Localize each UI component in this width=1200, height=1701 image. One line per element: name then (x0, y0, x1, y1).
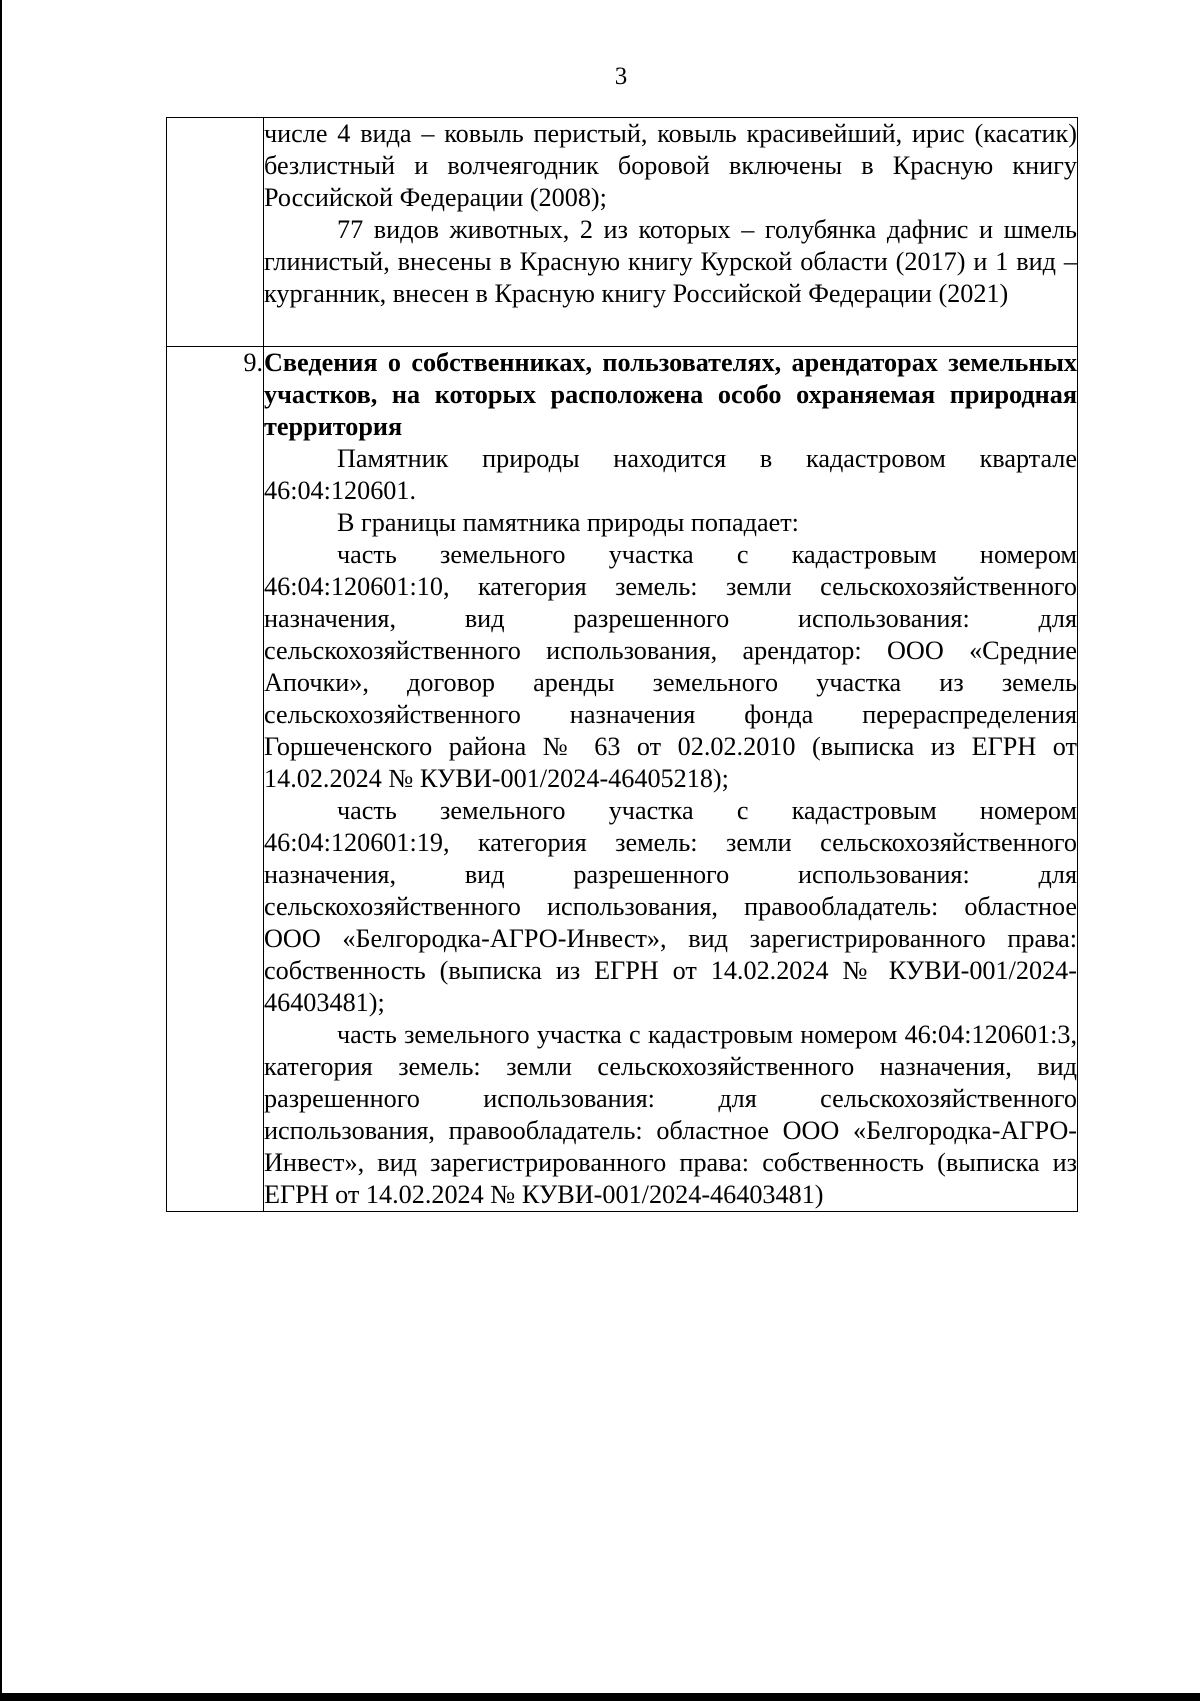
page-number: 3 (614, 63, 628, 90)
paragraph: часть земельного участка с кадастровым номером 46:04:120601:19, категория земель: земли сельскохозяйственного назначения, вид разрешенного использования: для сельскохозяйственного использования, правообладатель: областное ООО «Белгородка-АГРО-Инвест», вид зарегистрированного права: собственность (выписка из ЕГРН от 14.02.2024 № КУВИ-001/2024-46403481); (264, 796, 1077, 1017)
row-number-cell (167, 118, 264, 347)
paragraph: В границы памятника природы попадает: (337, 508, 799, 537)
row-number-cell: 9. (167, 347, 264, 1212)
paragraph: Памятник природы находится в кадастровом квартале 46:04:120601. (264, 444, 1077, 505)
paragraph: часть земельного участка с кадастровым номером 46:04:120601:3, категория земель: земли сельскохозяйственного назначения, вид разрешенного использования: для сельскохозяйственного использования, правообладатель: областное ООО «Белгородка-АГРО-Инвест», вид зарегистрированного права: собственность (выписка из ЕГРН от 14.02.2024 № КУВИ-001/2024-46403481) (264, 1020, 1077, 1209)
paragraph: часть земельного участка с кадастровым номером 46:04:120601:10, категория земель: земли сельскохозяйственного назначения, вид разрешенного использования: для сельскохозяйственного использования, арендатор: ООО «Средние Апочки», договор аренды земельного участка из земель сельскохозяйственного назначения фонда перераспределения Горшеченского района № 63 от 02.02.2010 (выписка из ЕГРН от 14.02.2024 № КУВИ-001/2024-46405218); (264, 540, 1077, 793)
document-table (166, 117, 1078, 1212)
scan-edge-bottom (0, 1693, 1200, 1701)
table-row (167, 347, 1078, 1212)
scan-edge-left (0, 0, 2, 1701)
paragraph: 77 видов животных, 2 из которых – голубянка дафнис и шмель глинистый, внесены в Красную книгу Курской области (2017) и 1 вид – курганник, внесен в Красную книгу Российской Федерации (2021) (264, 215, 1077, 308)
section-heading: Сведения о собственниках, пользователях, арендаторах земельных участков, на которых расположена особо охраняемая природная территория (264, 348, 1077, 441)
row-content-cell (264, 118, 1078, 347)
paragraph: числе 4 вида – ковыль перистый, ковыль красивейший, ирис (касатик) безлистный и волчеягодник боровой включены в Красную книгу Российской Федерации (2008); (264, 119, 1077, 212)
row-content-cell (264, 347, 1078, 1212)
table-row (167, 118, 1078, 347)
